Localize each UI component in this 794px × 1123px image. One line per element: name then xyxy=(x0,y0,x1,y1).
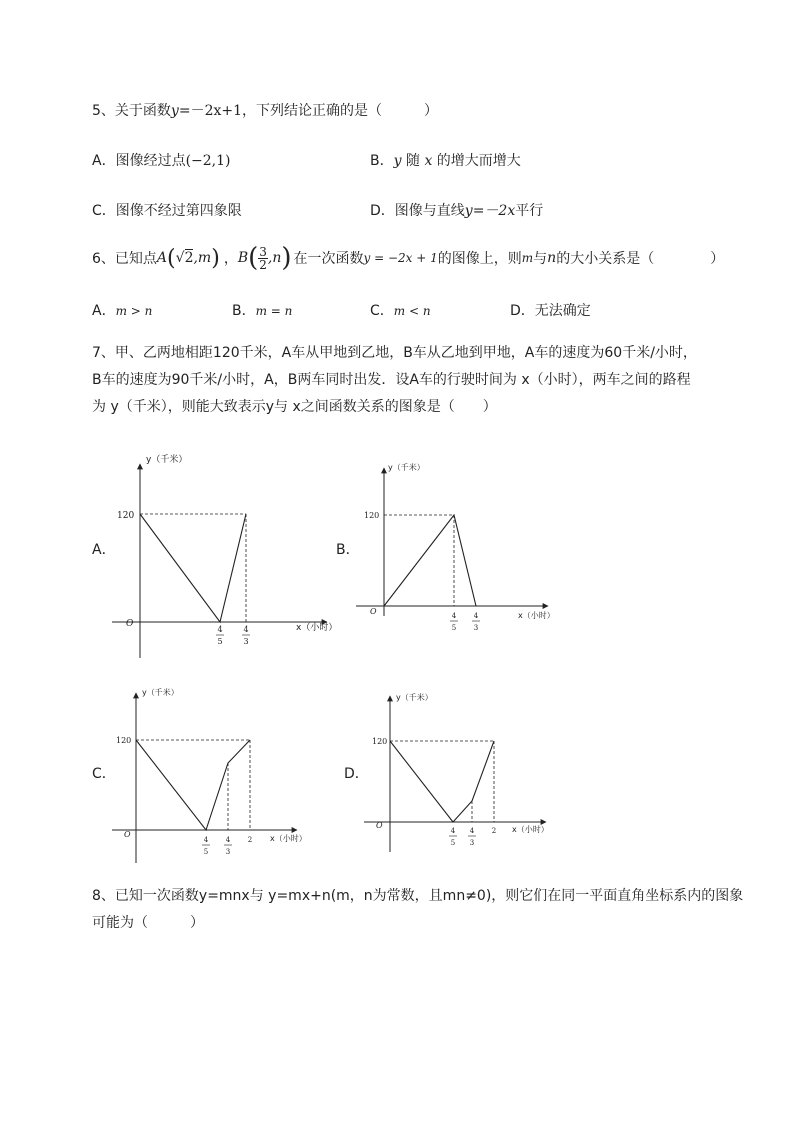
y-axis-label: y（千米） xyxy=(396,693,433,702)
y-tick-120: 120 xyxy=(372,737,388,746)
q7-graph-c xyxy=(112,685,307,870)
x-tick-1-den: 5 xyxy=(203,848,209,856)
x-tick-2-den: 3 xyxy=(225,848,231,856)
graph-line xyxy=(136,740,250,830)
x-tick-1-den: 5 xyxy=(450,839,456,847)
q7-graph-b-label: B． xyxy=(336,542,360,558)
graph-line xyxy=(384,515,476,606)
x-tick-2-num: 4 xyxy=(243,625,249,634)
q5-stem: 5、关于函数y=－2x+1，下列结论正确的是（ ） xyxy=(92,103,439,119)
y-axis-label: y（千米） xyxy=(142,688,179,697)
q5-option-a: A．图像经过点(−2,1) xyxy=(92,153,231,169)
origin-label: O xyxy=(126,619,134,629)
x-tick-1-num: 4 xyxy=(451,612,457,620)
q5-option-b: B．y 随 x 的增大而增大 xyxy=(370,153,521,169)
q5-option-d: D．图像与直线y=－2x平行 xyxy=(370,203,544,219)
origin-label: O xyxy=(376,821,383,830)
x-tick-1-num: 4 xyxy=(450,827,456,835)
q7-stem-line3: 为 y（千米），则能大致表示y与 x之间函数关系的图象是（ ） xyxy=(92,399,497,415)
x-tick-1-den: 5 xyxy=(451,624,457,632)
x-tick-2-den: 3 xyxy=(243,637,249,646)
q8-stem-line2: 可能为（ ） xyxy=(92,915,204,931)
sqrt-symbol: √2 xyxy=(175,250,194,266)
x-axis-label: x（小时） xyxy=(518,611,555,620)
q6-option-b: B．m = n xyxy=(232,303,293,319)
origin-label: O xyxy=(124,830,131,839)
x-tick-1-num: 4 xyxy=(203,836,209,844)
x-axis-label: x（小时） xyxy=(296,623,338,633)
x-tick-3: 2 xyxy=(491,827,497,835)
q7-stem-line2: B车的速度为90千米/小时，A，B两车同时出发．设A车的行驶时间为 x（小时），两车之间的路程 xyxy=(92,372,691,388)
q6-option-c: C．m < n xyxy=(370,303,431,319)
x-tick-2-den: 3 xyxy=(469,839,475,847)
graph-line xyxy=(390,741,494,822)
y-axis-label: y（千米） xyxy=(146,455,188,465)
q7-graph-d-label: D． xyxy=(344,766,369,782)
fraction-three-halves: $\frac{3}{2}$ xyxy=(259,244,267,272)
q7-graph-b xyxy=(356,458,556,643)
x-tick-3: 2 xyxy=(247,836,253,844)
x-axis-label: x（小时） xyxy=(270,834,307,843)
origin-label: O xyxy=(370,607,377,616)
x-axis-label: x（小时） xyxy=(512,825,549,834)
y-axis-label: y（千米） xyxy=(388,463,425,472)
q7-graph-d xyxy=(364,690,554,860)
q7-graph-c-label: C． xyxy=(92,766,116,782)
q7-graph-a xyxy=(112,450,342,660)
q7-graph-a-label: A． xyxy=(92,542,116,558)
q6-option-d: D．无法确定 xyxy=(510,303,591,319)
x-tick-1-den: 5 xyxy=(217,637,223,646)
q6-stem: 6、已知点 A ( √2 ,m ) ， B ( $\frac{3}{2}$ ,n ) 在一次函数 y = −2x + 1 的图像上，则 m 与 n 的大小关系是（ ） xyxy=(92,243,725,273)
q7-stem-line1: 7、甲、乙两地相距120千米，A车从甲地到乙地，B车从乙地到甲地，A车的速度为60千米/小时， xyxy=(92,345,697,361)
q5-option-c: C．图像不经过第四象限 xyxy=(92,203,242,219)
y-tick-120: 120 xyxy=(364,511,380,520)
x-tick-2-num: 4 xyxy=(469,827,475,835)
q8-stem-line1: 8、已知一次函数y=mnx与 y=mx+n(m，n为常数，且mn≠0)，则它们在同一平面直角坐标系内的图象 xyxy=(92,888,744,904)
y-tick-120: 120 xyxy=(116,736,132,745)
x-tick-2-den: 3 xyxy=(473,624,479,632)
x-tick-1-num: 4 xyxy=(217,625,223,634)
y-tick-120: 120 xyxy=(117,511,135,521)
x-tick-2-num: 4 xyxy=(473,612,479,620)
q6-option-a: A．m > n xyxy=(92,303,153,319)
graph-line xyxy=(140,514,246,622)
x-tick-2-num: 4 xyxy=(225,836,231,844)
